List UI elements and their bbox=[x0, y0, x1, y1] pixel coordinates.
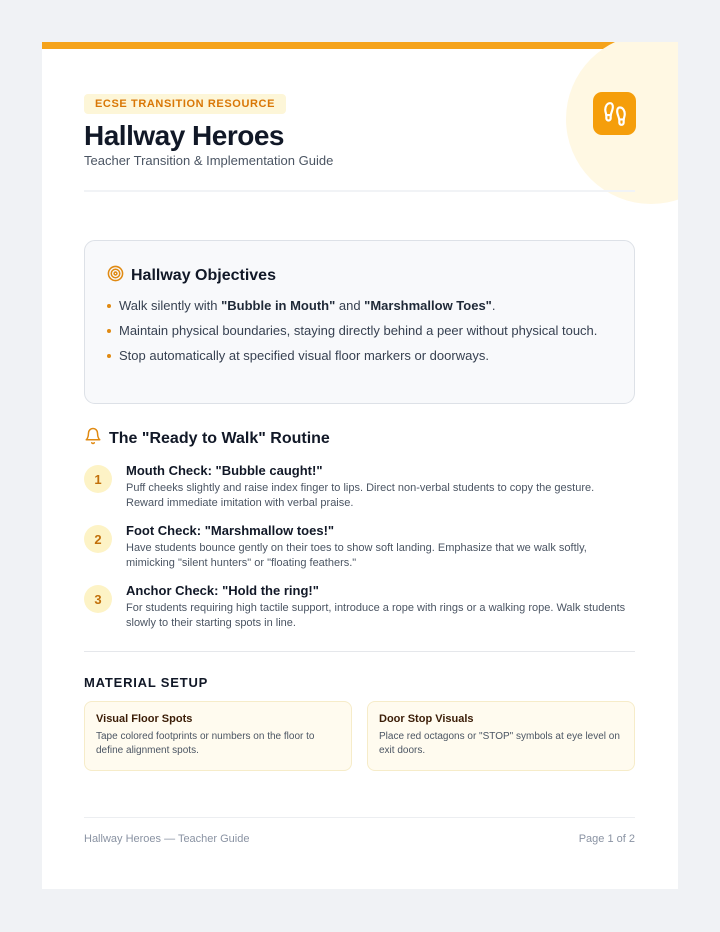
resource-tag: ECSE TRANSITION RESOURCE bbox=[84, 94, 286, 114]
bell-icon bbox=[84, 427, 102, 450]
header-divider bbox=[84, 190, 635, 192]
card-title: Door Stop Visuals bbox=[379, 713, 474, 725]
page-subtitle: Teacher Transition & Implementation Guide bbox=[84, 153, 334, 168]
step-number: 3 bbox=[84, 585, 112, 613]
card-description: Tape colored footprints or numbers on the floor to define alignment spots. bbox=[96, 731, 315, 756]
step-title: Foot Check: "Marshmallow toes!" bbox=[126, 523, 335, 538]
footer-page-number: Page 1 of 2 bbox=[578, 833, 635, 845]
objectives-heading bbox=[107, 265, 276, 287]
step-number: 2 bbox=[84, 525, 112, 553]
list-item: Maintain physical boundaries, staying directly behind a peer without physical touch. bbox=[107, 322, 607, 340]
step-description: Puff cheeks slightly and raise index finger to lips. Direct non-verbal students to copy the gesture. Reward immediate imitation with verbal praise. bbox=[126, 482, 595, 509]
step-number: 1 bbox=[84, 465, 112, 493]
card-title: Visual Floor Spots bbox=[96, 713, 193, 725]
materials-title: MATERIAL SETUP bbox=[84, 675, 209, 690]
list-item: Walk silently with "Bubble in Mouth" and "Marshmallow Toes". bbox=[107, 297, 607, 315]
material-card bbox=[367, 701, 635, 771]
card-description: Place red octagons or "STOP" symbols at eye level on exit doors. bbox=[379, 731, 620, 756]
section-divider bbox=[84, 651, 635, 652]
footer-divider bbox=[84, 817, 635, 818]
routine-heading bbox=[84, 427, 330, 450]
objectives-title: Hallway Objectives bbox=[131, 267, 276, 284]
step-title: Anchor Check: "Hold the ring!" bbox=[126, 583, 319, 598]
page-title: Hallway Heroes bbox=[84, 120, 284, 151]
footer-doc-name: Hallway Heroes — Teacher Guide bbox=[84, 833, 250, 845]
routine-title: The "Ready to Walk" Routine bbox=[109, 429, 330, 447]
objectives-panel bbox=[84, 240, 635, 404]
footprints-icon bbox=[593, 92, 636, 135]
objectives-list bbox=[107, 297, 607, 372]
document-page bbox=[42, 42, 678, 889]
target-icon bbox=[107, 265, 124, 287]
material-card bbox=[84, 701, 352, 771]
step-description: Have students bounce gently on their toes to show soft landing. Emphasize that we walk softly, mimicking "silent hunters" or "floating feathers." bbox=[126, 542, 587, 569]
accent-top-bar bbox=[42, 42, 678, 49]
step-title: Mouth Check: "Bubble caught!" bbox=[126, 463, 323, 478]
list-item: Stop automatically at specified visual floor markers or doorways. bbox=[107, 347, 607, 365]
step-description: For students requiring high tactile support, introduce a rope with rings or a walking rope. Walk students slowly to their starting spots in line. bbox=[126, 602, 626, 629]
